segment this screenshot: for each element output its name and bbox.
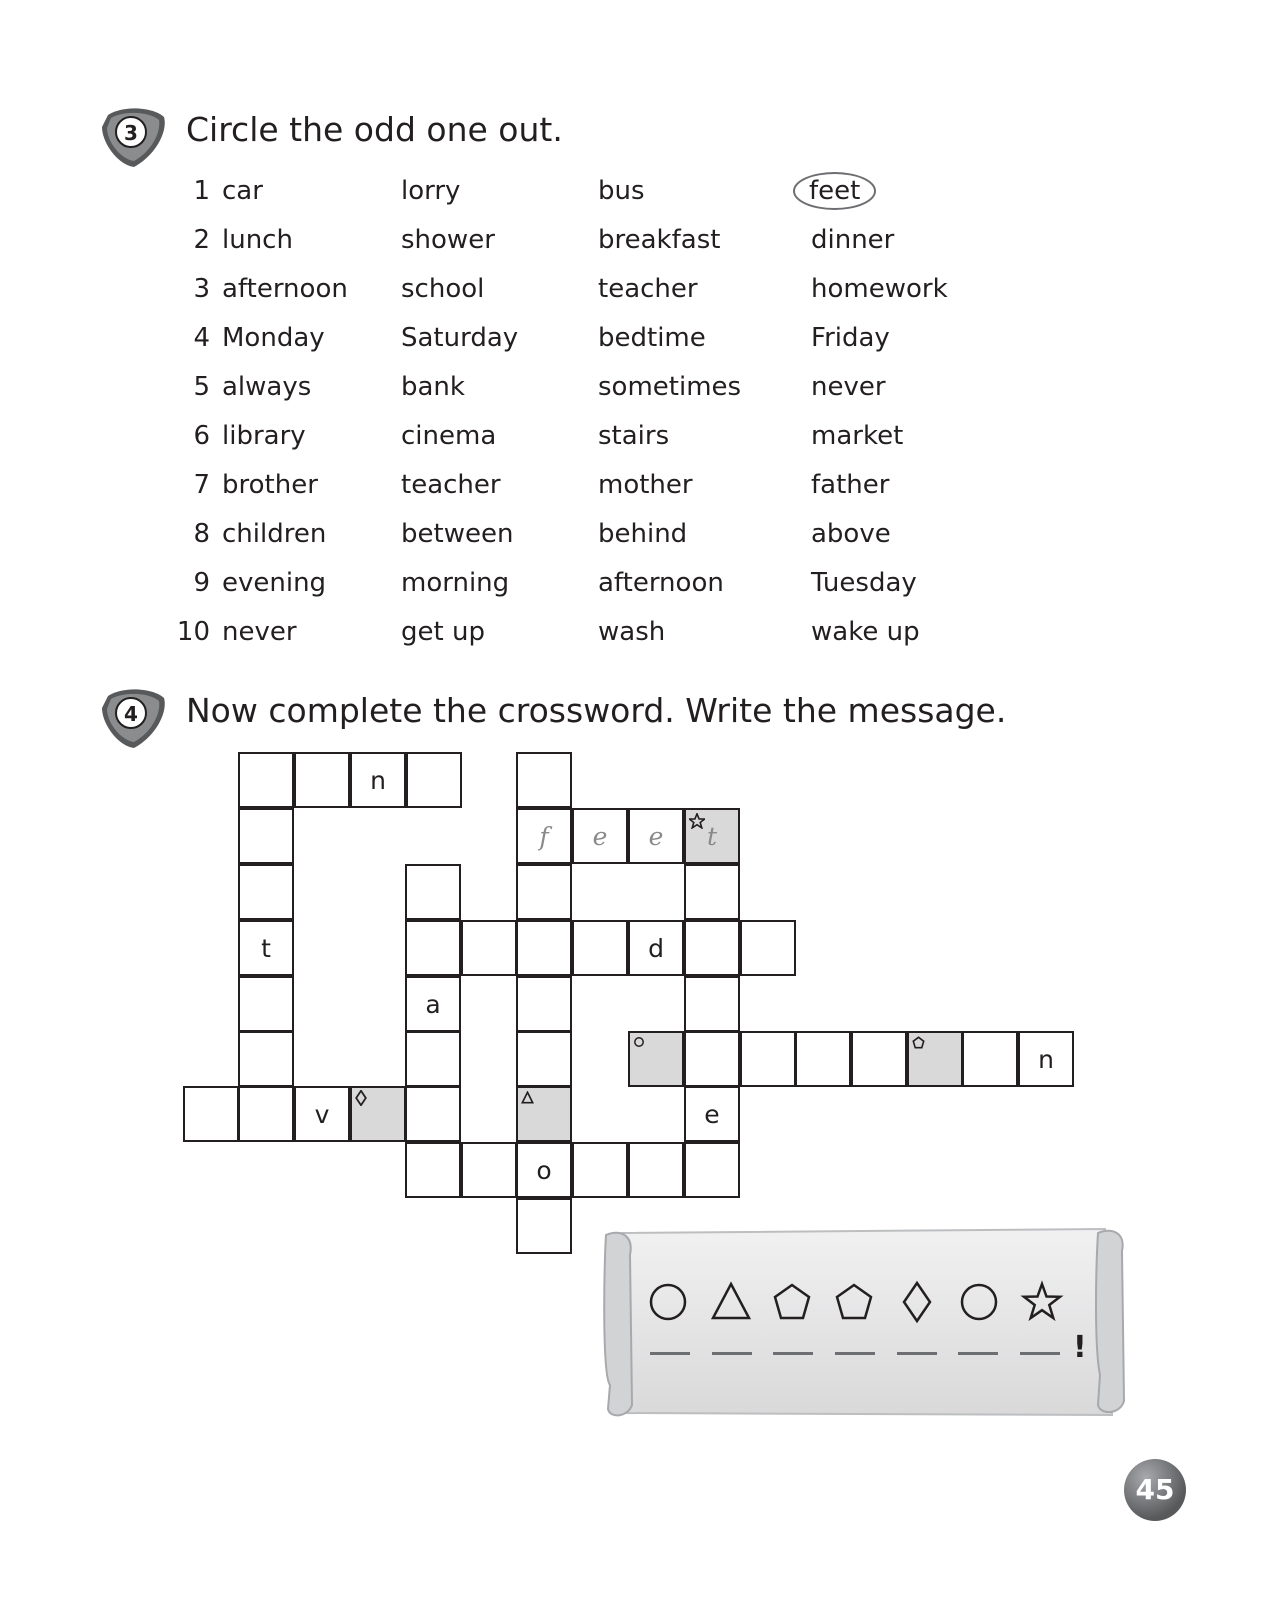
crossword-cell[interactable] — [516, 1142, 572, 1198]
crossword-cell[interactable] — [684, 864, 740, 920]
item-number: 10 — [176, 617, 210, 647]
crossword-cell[interactable] — [516, 808, 572, 864]
cell-letter-example: t — [706, 822, 718, 851]
crossword-cell[interactable] — [238, 920, 294, 976]
word-option[interactable]: wake up — [811, 617, 920, 647]
word-option[interactable]: lunch — [222, 225, 293, 255]
cell-letter-example: f — [539, 822, 549, 851]
crossword-cell[interactable] — [684, 1086, 740, 1142]
word-option[interactable]: car — [222, 176, 263, 206]
word-option[interactable]: mother — [598, 470, 693, 500]
cell-letter: a — [425, 990, 441, 1019]
word-option[interactable]: teacher — [598, 274, 698, 304]
crossword-cell[interactable] — [294, 1086, 350, 1142]
message-diamond-icon — [895, 1280, 939, 1324]
item-number: 7 — [193, 470, 210, 500]
word-option[interactable]: sometimes — [598, 372, 742, 402]
word-option[interactable]: Monday — [222, 323, 325, 353]
crossword-cell[interactable] — [238, 808, 294, 864]
crossword-cell[interactable] — [238, 1086, 294, 1142]
crossword-cell[interactable] — [406, 752, 462, 808]
crossword-cell-triangle[interactable] — [516, 1086, 572, 1142]
word-option[interactable]: brother — [222, 470, 318, 500]
item-number: 9 — [193, 568, 210, 598]
item-number: 5 — [193, 372, 210, 402]
triangle-icon — [521, 1091, 534, 1104]
crossword-cell[interactable] — [684, 1142, 740, 1198]
word-option[interactable]: never — [811, 372, 886, 402]
crossword-cell[interactable] — [183, 1086, 239, 1142]
crossword-cell[interactable] — [628, 808, 684, 864]
crossword-cell[interactable] — [962, 1031, 1018, 1087]
crossword-cell[interactable] — [572, 1142, 628, 1198]
exercise-3-instruction: Circle the odd one out. — [186, 110, 563, 149]
word-option[interactable]: cinema — [401, 421, 497, 451]
message-letter-blank[interactable] — [835, 1352, 875, 1355]
word-option[interactable]: afternoon — [222, 274, 348, 304]
crossword-cell[interactable] — [851, 1031, 907, 1087]
crossword-cell[interactable] — [238, 976, 294, 1032]
crossword-cell[interactable] — [1018, 1031, 1074, 1087]
message-circle-icon — [646, 1280, 690, 1324]
crossword-cell[interactable] — [238, 864, 294, 920]
word-option[interactable]: lorry — [401, 176, 461, 206]
crossword-cell[interactable] — [740, 1031, 796, 1087]
crossword-cell-star[interactable] — [684, 808, 740, 864]
message-pentagon-icon — [770, 1280, 814, 1324]
word-option[interactable]: stairs — [598, 421, 670, 451]
crossword-cell[interactable] — [405, 864, 461, 920]
crossword-cell[interactable] — [684, 1031, 740, 1087]
cell-letter: d — [648, 934, 664, 963]
crossword-cell[interactable] — [516, 864, 572, 920]
word-option[interactable]: father — [811, 470, 890, 500]
crossword-cell[interactable] — [516, 976, 572, 1032]
crossword-cell-circle[interactable] — [628, 1031, 684, 1087]
crossword-cell[interactable] — [461, 920, 517, 976]
cell-letter: n — [1038, 1045, 1054, 1074]
crossword-cell[interactable] — [294, 752, 350, 808]
exercise-4-instruction: Now complete the crossword. Write the message. — [186, 691, 1007, 730]
item-number: 8 — [193, 519, 210, 549]
message-circle-icon — [957, 1280, 1001, 1324]
crossword-cell[interactable] — [740, 920, 796, 976]
message-letter-blank[interactable] — [897, 1352, 937, 1355]
cell-letter: v — [314, 1100, 330, 1129]
crossword-cell[interactable] — [572, 808, 628, 864]
crossword-cell[interactable] — [684, 976, 740, 1032]
word-option[interactable]: dinner — [811, 225, 895, 255]
pentagon-icon — [912, 1036, 925, 1049]
crossword-cell[interactable] — [405, 1031, 461, 1087]
circle-icon — [633, 1036, 645, 1048]
crossword-cell[interactable] — [572, 920, 628, 976]
cell-letter: e — [704, 1100, 720, 1129]
message-star-icon — [1020, 1280, 1064, 1324]
crossword-cell[interactable] — [405, 976, 461, 1032]
word-option[interactable]: afternoon — [598, 568, 724, 598]
crossword-cell[interactable] — [405, 920, 461, 976]
message-letter-blank[interactable] — [712, 1352, 752, 1355]
circled-example-answer[interactable]: feet — [793, 172, 876, 210]
crossword-cell[interactable] — [238, 1031, 294, 1087]
word-option[interactable]: Friday — [811, 323, 890, 353]
word-option[interactable]: between — [401, 519, 514, 549]
item-number: 1 — [193, 176, 210, 206]
crossword-cell[interactable] — [516, 1198, 572, 1254]
word-option[interactable]: breakfast — [598, 225, 721, 255]
message-letter-blank[interactable] — [1020, 1352, 1060, 1355]
word-option[interactable]: bedtime — [598, 323, 706, 353]
page-number: 45 — [1124, 1459, 1186, 1521]
cell-letter-example: e — [592, 822, 608, 851]
crossword-cell[interactable] — [684, 920, 740, 976]
item-number: 4 — [193, 323, 210, 353]
message-letter-blank[interactable] — [650, 1352, 690, 1355]
cell-letter-example: e — [648, 822, 664, 851]
cell-letter: o — [536, 1156, 552, 1185]
exercise-3-badge — [98, 103, 168, 171]
word-option[interactable]: library — [222, 421, 306, 451]
message-triangle-icon — [709, 1280, 753, 1324]
exercise-4-badge — [98, 684, 168, 752]
word-option[interactable]: school — [401, 274, 485, 304]
word-option[interactable]: always — [222, 372, 312, 402]
message-letter-blank[interactable] — [773, 1352, 813, 1355]
exercise-3-number: 3 — [124, 121, 138, 145]
crossword-cell[interactable] — [516, 920, 572, 976]
word-option[interactable]: Tuesday — [811, 568, 917, 598]
cell-letter: n — [370, 766, 386, 795]
word-option[interactable]: bank — [401, 372, 465, 402]
crossword-cell[interactable] — [516, 752, 572, 808]
message-letter-blank[interactable] — [958, 1352, 998, 1355]
message-pentagon-icon — [832, 1280, 876, 1324]
word-option[interactable]: never — [222, 617, 297, 647]
crossword-cell[interactable] — [516, 1031, 572, 1087]
word-option[interactable]: wash — [598, 617, 666, 647]
message-exclamation: ! — [1073, 1330, 1087, 1365]
word-option[interactable]: shower — [401, 225, 495, 255]
word-option[interactable]: bus — [598, 176, 645, 206]
crossword-cell[interactable] — [628, 920, 684, 976]
word-option[interactable]: get up — [401, 617, 485, 647]
diamond-icon — [355, 1090, 367, 1106]
item-number: 6 — [193, 421, 210, 451]
word-option[interactable]: Saturday — [401, 323, 519, 353]
crossword-cell[interactable] — [795, 1031, 851, 1087]
crossword-cell[interactable] — [461, 1142, 517, 1198]
exercise-4-number: 4 — [124, 702, 138, 726]
crossword-cell[interactable] — [350, 752, 406, 808]
word-option[interactable]: market — [811, 421, 904, 451]
crossword-cell[interactable] — [405, 1142, 461, 1198]
cell-letter: t — [261, 934, 271, 963]
word-option[interactable]: homework — [811, 274, 948, 304]
item-number: 2 — [193, 225, 210, 255]
crossword-cell[interactable] — [405, 1086, 461, 1142]
word-option[interactable]: children — [222, 519, 327, 549]
word-option[interactable]: teacher — [401, 470, 501, 500]
word-option[interactable]: above — [811, 519, 891, 549]
word-option[interactable]: morning — [401, 568, 510, 598]
crossword-cell[interactable] — [628, 1142, 684, 1198]
word-option[interactable]: behind — [598, 519, 688, 549]
crossword-cell[interactable] — [238, 752, 294, 808]
crossword-cell-diamond[interactable] — [350, 1086, 406, 1142]
word-option[interactable]: evening — [222, 568, 327, 598]
item-number: 3 — [193, 274, 210, 304]
crossword-cell-pentagon[interactable] — [907, 1031, 963, 1087]
